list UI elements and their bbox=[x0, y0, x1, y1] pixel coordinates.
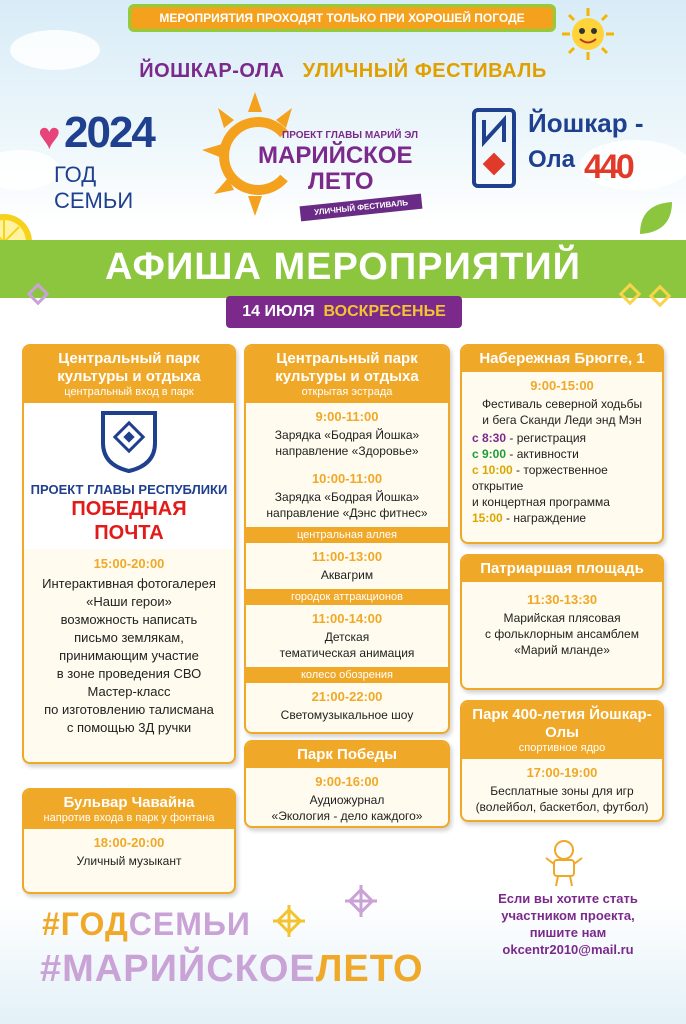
event-line: по изготовлению талисмана bbox=[44, 702, 214, 717]
event-block bbox=[246, 543, 448, 589]
venue-card-central-park-entrance bbox=[22, 344, 236, 764]
contact-line: пишите нам bbox=[529, 925, 607, 940]
event-line: письмо землякам, bbox=[74, 630, 184, 645]
event-line: Светомузыкальное шоу bbox=[280, 708, 414, 722]
venue-subtitle: открытая эстрада bbox=[301, 386, 393, 398]
event-line: Мастер-класс bbox=[87, 684, 171, 699]
event-line: в зоне проведения СВО bbox=[56, 666, 202, 681]
venue-card-embankment bbox=[460, 344, 664, 544]
hashtag-mari-summer: #МАРИЙСКОЕЛЕТО bbox=[40, 948, 424, 990]
sun-face-icon bbox=[560, 6, 616, 62]
date-day: 14 ИЮЛЯ bbox=[242, 303, 315, 320]
venue-subtitle: спортивное ядро bbox=[518, 742, 606, 754]
venue-card-central-park-stage bbox=[244, 344, 450, 734]
event-block bbox=[246, 403, 448, 465]
headline: АФИША МЕРОПРИЯТИЙ bbox=[105, 246, 581, 288]
event-time: 10:00-11:00 bbox=[311, 471, 383, 486]
venue-title: Патриаршая площадь bbox=[480, 560, 644, 577]
event-line: тематическая анимация bbox=[279, 646, 415, 660]
venue-card-patriarch-square bbox=[460, 554, 664, 690]
event-block bbox=[246, 683, 448, 729]
project-name-1: ПОБЕДНАЯ bbox=[71, 498, 187, 520]
event-time: 17:00-19:00 bbox=[526, 765, 598, 780]
contact-line: участником проекта, bbox=[501, 908, 635, 923]
event-line: и бега Сканди Леди энд Мэн bbox=[482, 413, 642, 427]
mari-ornament-icon bbox=[272, 904, 306, 938]
logo-year: 2024 bbox=[64, 108, 154, 157]
venue-card-chavayna-boulevard bbox=[22, 788, 236, 894]
section-label: колесо обозрения bbox=[246, 667, 448, 683]
contact-block bbox=[468, 890, 668, 958]
festival-title bbox=[0, 60, 686, 83]
city-emblem-icon bbox=[472, 108, 516, 188]
mari-ornament-icon bbox=[344, 884, 378, 918]
event-block bbox=[24, 549, 234, 743]
schedule-item: и концертная программа bbox=[472, 495, 610, 509]
venue-header bbox=[246, 346, 448, 403]
venue-subtitle: напротив входа в парк у фонтана bbox=[43, 812, 215, 824]
venue-header bbox=[462, 556, 662, 582]
event-time: 18:00-20:00 bbox=[93, 835, 165, 850]
event-block bbox=[462, 372, 662, 430]
event-line: принимающим участие bbox=[59, 648, 199, 663]
logo-ribbon: УЛИЧНЫЙ ФЕСТИВАЛЬ bbox=[300, 194, 423, 222]
project-line: ПРОЕКТ ГЛАВЫ РЕСПУБЛИКИ bbox=[30, 482, 228, 497]
weather-banner: МЕРОПРИЯТИЯ ПРОХОДЯТ ТОЛЬКО ПРИ ХОРОШЕЙ ПОГОДЕ bbox=[128, 4, 556, 32]
event-time: 11:00-13:00 bbox=[311, 549, 383, 564]
event-time: 11:00-14:00 bbox=[311, 611, 383, 626]
event-line: с помощью 3Д ручки bbox=[66, 720, 192, 735]
event-line: «Наши герои» bbox=[86, 594, 172, 609]
logo-project-text: ПРОЕКТ ГЛАВЫ МАРИЙ ЭЛ bbox=[282, 130, 418, 141]
city-anniversary: 440 bbox=[584, 148, 632, 186]
event-time: 9:00-11:00 bbox=[315, 409, 379, 424]
event-line: Детская bbox=[324, 630, 370, 644]
event-line: Аквагрим bbox=[320, 568, 374, 582]
section-label: центральная аллея bbox=[246, 527, 448, 543]
event-line: Фестиваль северной ходьбы bbox=[481, 397, 643, 411]
event-time: 11:30-13:30 bbox=[526, 592, 598, 607]
event-line: Марийская плясовая bbox=[503, 611, 621, 625]
contact-email[interactable]: okcentr2010@mail.ru bbox=[502, 942, 634, 957]
venue-title: Набережная Брюгге, 1 bbox=[479, 350, 645, 367]
venue-header bbox=[246, 742, 448, 768]
contact-line: Если вы хотите стать bbox=[498, 891, 638, 906]
event-line: возможность написать bbox=[60, 612, 198, 627]
event-line: Зарядка «Бодрая Йошка» bbox=[274, 490, 420, 504]
event-line: с фольклорным ансамблем bbox=[485, 627, 639, 641]
heart-icon: ♥ bbox=[38, 116, 61, 158]
event-block bbox=[246, 768, 448, 828]
venue-title: Бульвар Чавайна bbox=[63, 794, 195, 811]
venue-header bbox=[24, 790, 234, 829]
logo-year-sub: ГОД СЕМЬИ bbox=[54, 162, 134, 213]
section-label: городок аттракционов bbox=[246, 589, 448, 605]
venue-card-victory-park bbox=[244, 740, 450, 828]
event-date bbox=[226, 296, 462, 328]
schedule-item: 15:00 - награждение bbox=[472, 511, 587, 525]
schedule-list bbox=[462, 430, 662, 532]
event-line: Аудиожурнал bbox=[309, 793, 385, 807]
logo-line2: ЛЕТО bbox=[308, 168, 374, 195]
event-block bbox=[246, 465, 448, 527]
event-line: «Марий мланде» bbox=[514, 643, 610, 657]
pobednaya-pochta-block bbox=[24, 403, 234, 549]
date-weekday: ВОСКРЕСЕНЬЕ bbox=[323, 303, 446, 320]
venue-card-400-park bbox=[460, 700, 664, 822]
event-line: Уличный музыкант bbox=[76, 854, 182, 868]
event-time: 9:00-15:00 bbox=[530, 378, 594, 393]
schedule-item: с 10:00 - торжественное открытие bbox=[472, 463, 608, 493]
event-block bbox=[24, 829, 234, 875]
city-name: ЙОШКАР-ОЛА bbox=[139, 60, 285, 82]
event-line: (волейбол, баскетбол, футбол) bbox=[475, 800, 649, 814]
mascot-icon bbox=[544, 838, 584, 888]
venue-title: Парк Победы bbox=[297, 746, 397, 763]
event-line: Зарядка «Бодрая Йошка» bbox=[274, 428, 420, 442]
event-block bbox=[462, 759, 662, 821]
event-line: «Экология - дело каждого» bbox=[271, 809, 423, 823]
schedule-item: с 8:30 - регистрация bbox=[472, 431, 587, 445]
event-line: направление «Дэнс фитнес» bbox=[266, 506, 428, 520]
event-time: 21:00-22:00 bbox=[311, 689, 383, 704]
yoshkar-ola-440-logo bbox=[472, 104, 672, 194]
event-block bbox=[462, 582, 662, 664]
schedule-item: с 9:00 - активности bbox=[472, 447, 579, 461]
event-line: Бесплатные зоны для игр bbox=[490, 784, 634, 798]
mari-summer-logo bbox=[200, 90, 450, 220]
city-logo-line1: Йошкар - bbox=[528, 108, 644, 138]
year-of-family-logo bbox=[38, 108, 168, 213]
venue-subtitle: центральный вход в парк bbox=[64, 386, 194, 398]
festival-name: УЛИЧНЫЙ ФЕСТИВАЛЬ bbox=[302, 60, 547, 82]
event-line: направление «Здоровье» bbox=[275, 444, 419, 458]
hashtag-family: #ГОДСЕМЬИ bbox=[42, 906, 251, 942]
project-name-2: ПОЧТА bbox=[94, 522, 164, 544]
event-block bbox=[246, 605, 448, 667]
venue-header bbox=[462, 346, 662, 372]
city-logo-line2: Ола bbox=[528, 146, 575, 173]
logo-line1: МАРИЙСКОЕ bbox=[258, 142, 413, 169]
venue-title: Центральный парк культуры и отдыха bbox=[57, 350, 201, 385]
event-line: Интерактивная фотогалерея bbox=[42, 576, 216, 591]
venue-header bbox=[462, 702, 662, 759]
venue-header bbox=[24, 346, 234, 403]
leaf-icon bbox=[636, 198, 676, 238]
event-time: 15:00-20:00 bbox=[93, 556, 165, 571]
venue-title: Центральный парк культуры и отдыха bbox=[275, 350, 419, 385]
event-time: 9:00-16:00 bbox=[315, 774, 379, 789]
venue-title: Парк 400-летия Йошкар-Олы bbox=[472, 706, 652, 741]
shield-icon bbox=[99, 409, 159, 473]
